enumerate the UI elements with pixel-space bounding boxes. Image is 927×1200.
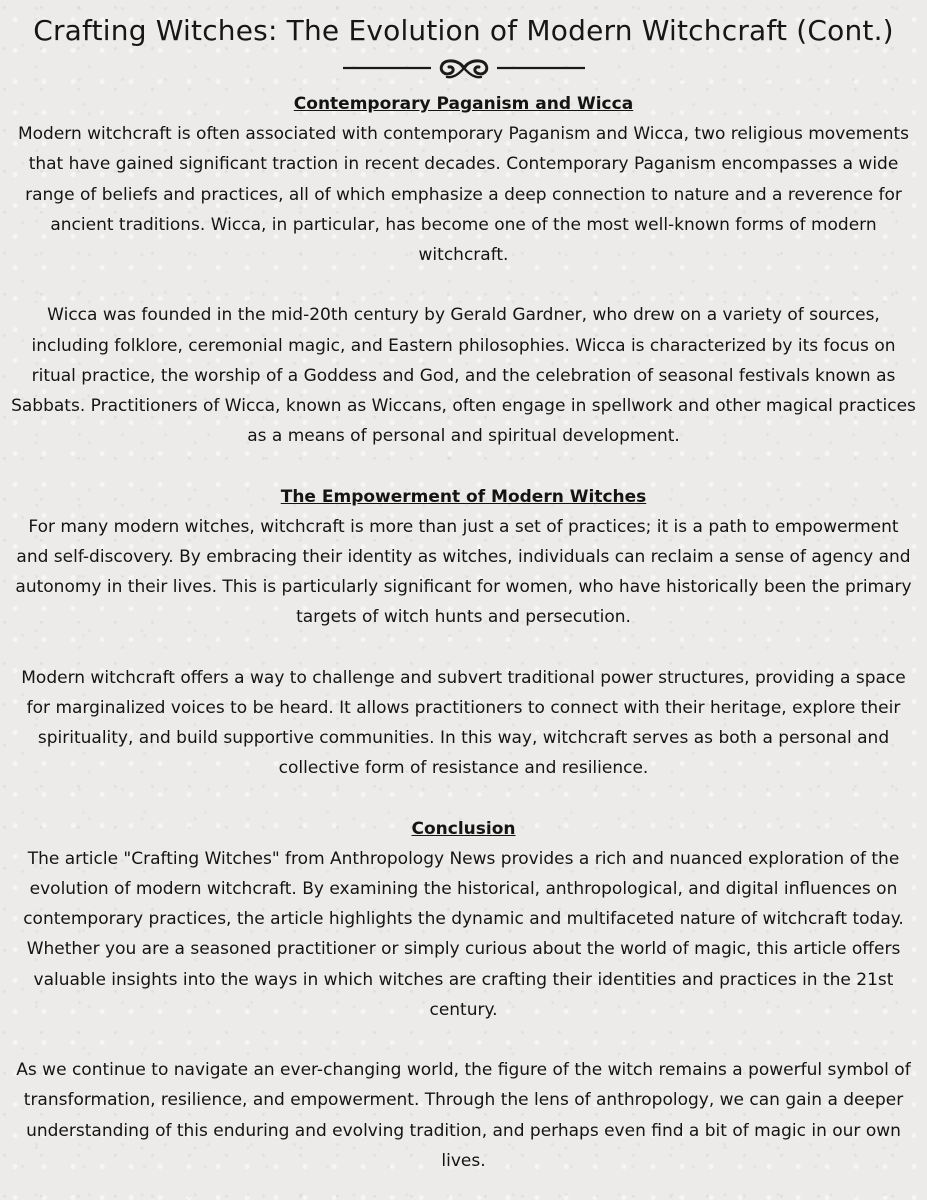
section-heading: Conclusion [411, 818, 516, 839]
paragraph: Modern witchcraft offers a way to challenge and subvert traditional power structures, providing a space for marginalized voices to be heard. It allows practitioners to connect with their heritage, explore their spirituality, and build supportive communities. In this way, witchcraft serves as both a personal and collective form of resistance and resilience. [21, 667, 906, 779]
section-gap [10, 452, 917, 482]
paragraph-gap [10, 633, 917, 663]
paragraph: As we continue to navigate an ever-changing world, the figure of the witch remains a powerful symbol of transformation, resilience, and empowerment. Through the lens of anthropology, we can gain a deeper understanding of this enduring and evolving tradition, and perhaps even find a bit of magic in our own lives. [16, 1060, 911, 1171]
section-gap [10, 784, 917, 814]
paragraph: Wicca was founded in the mid-20th century by Gerald Gardner, who drew on a variety of sources, including folklore, ceremonial magic, and Eastern philosophies. Wicca is characterized by its focus on ritual practice, the worship of a Goddess and God, and the celebration of seasonal festivals known as Sabbats. Practitioners of Wicca, known as Wiccans, often engage in spellwork and other magical practices as a means of personal and spiritual development. [11, 305, 916, 447]
swirl-divider-icon [341, 54, 587, 82]
section-empowerment [10, 482, 917, 784]
section-heading: The Empowerment of Modern Witches [280, 486, 647, 507]
section-contemporary-paganism [10, 89, 917, 452]
paragraph-gap [10, 1025, 917, 1055]
page-title: Crafting Witches: The Evolution of Modern Witchcraft (Cont.) [33, 14, 894, 47]
paragraph: For many modern witches, witchcraft is more than just a set of practices; it is a path to empowerment and self-discovery. By embracing their identity as witches, individuals can reclaim a sense of agency and autonomy in their lives. This is particularly significant for women, who have historically been the primary targets of witch hunts and persecution. [15, 516, 912, 628]
section-heading: Contemporary Paganism and Wicca [293, 94, 634, 114]
paragraph: Modern witchcraft is often associated with contemporary Paganism and Wicca, two religious movements that have gained significant traction in recent decades. Contemporary Paganism encompasses a wide range of beliefs and practices, all of which emphasize a deep connection to nature and a reverence for ancient traditions. Wicca, in particular, has become one of the most well-known forms of modern witchcraft. [17, 124, 910, 265]
paragraph: The article "Crafting Witches" from Anthropology News provides a rich and nuanced exploration of the evolution of modern witchcraft. By examining the historical, anthropological, and digital influences on contemporary practices, the article highlights the dynamic and multifaceted nature of witchcraft today. Whether you are a seasoned practitioner or simply curious about the world of magic, this article offers valuable insights into the ways in which witches are crafting their identities and practices in the 21st century. [23, 848, 904, 1020]
section-conclusion [10, 814, 917, 1177]
paragraph-gap [10, 270, 917, 300]
